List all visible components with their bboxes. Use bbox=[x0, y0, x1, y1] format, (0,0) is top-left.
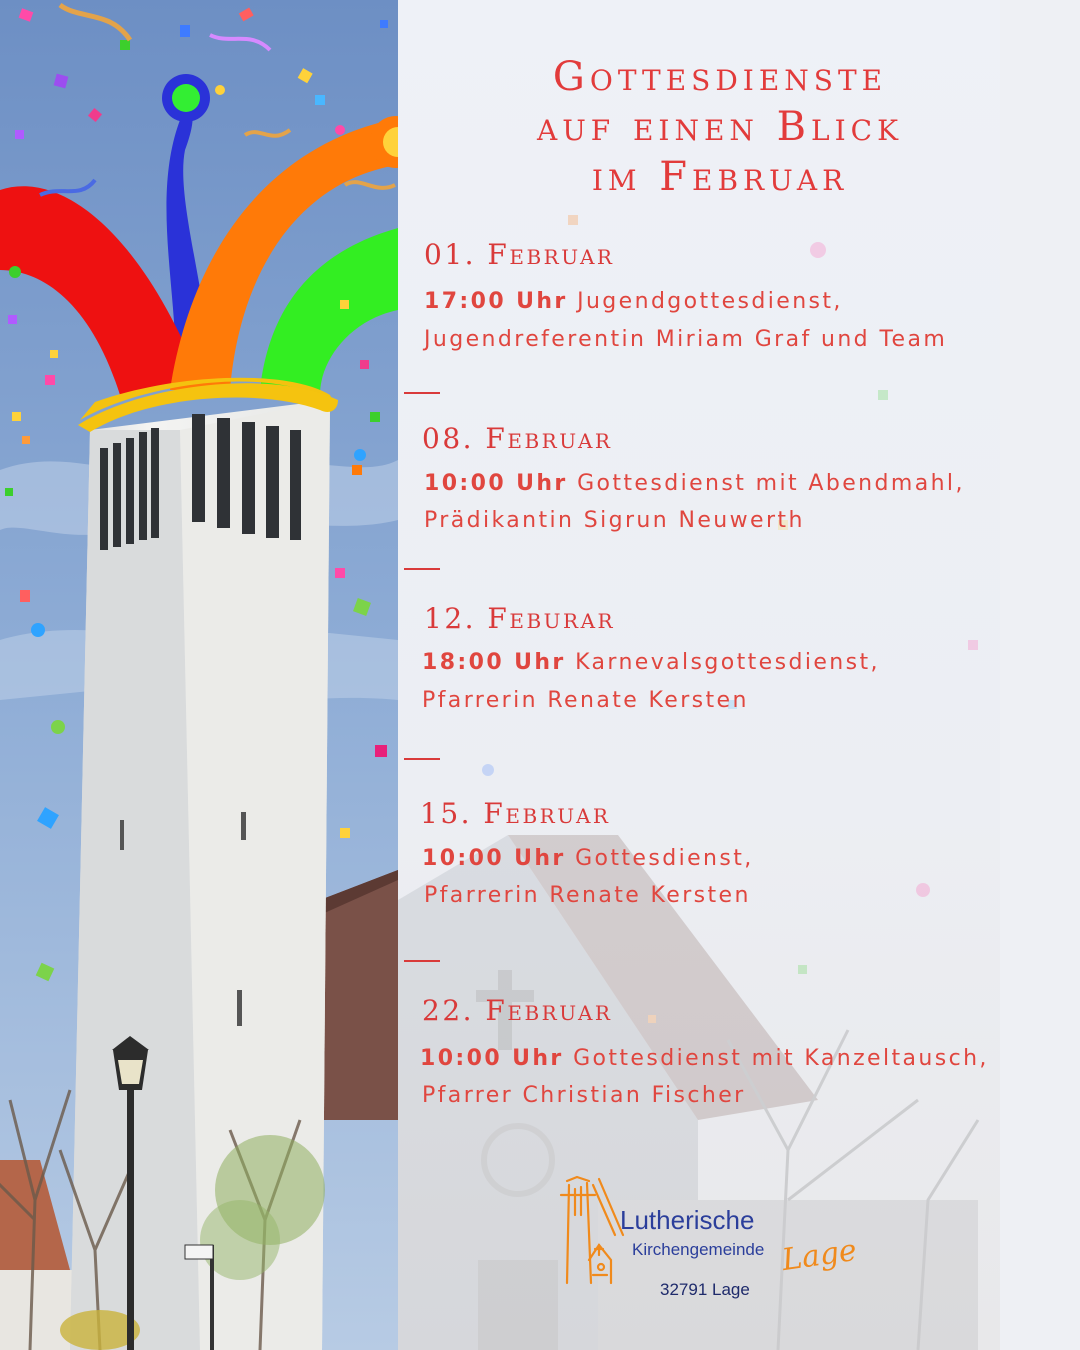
event-line-1 bbox=[424, 471, 965, 496]
event-time: 10:00 Uhr bbox=[420, 1046, 564, 1071]
separator bbox=[404, 392, 440, 394]
title-line-2: auf einen Blick bbox=[536, 104, 903, 150]
event-line-2: Prädikantin Sigrun Neuwerth bbox=[424, 508, 805, 533]
event-title: Gottesdienst mit Abendmahl, bbox=[567, 471, 965, 496]
event-line-2: Pfarrerin Renate Kersten bbox=[422, 688, 749, 713]
logo-address: 32791 Lage bbox=[660, 1280, 750, 1299]
logo-subname: Kirchengemeinde bbox=[632, 1240, 765, 1259]
logo-place: Lage bbox=[779, 1232, 859, 1279]
event-date: 22. Februar bbox=[422, 994, 613, 1027]
right-margin bbox=[1000, 0, 1080, 1350]
church-tower-icon bbox=[555, 1175, 630, 1287]
event-line-2: Pfarrer Christian Fischer bbox=[422, 1083, 746, 1108]
event-line-2: Jugendreferentin Miriam Graf und Team bbox=[424, 327, 948, 352]
event-line-1 bbox=[422, 846, 754, 871]
event-line-1 bbox=[422, 650, 880, 675]
event-time: 18:00 Uhr bbox=[422, 650, 566, 675]
event-line-2: Pfarrerin Renate Kersten bbox=[424, 883, 751, 908]
church-tower-photo bbox=[0, 0, 398, 1350]
logo-name: Lutherische bbox=[620, 1205, 755, 1235]
event-date: 01. Februar bbox=[424, 238, 615, 271]
title-line-1: Gottesdienste bbox=[552, 54, 888, 100]
separator bbox=[404, 960, 440, 962]
event-time: 10:00 Uhr bbox=[422, 846, 566, 871]
event-time: 10:00 Uhr bbox=[424, 471, 568, 496]
event-time: 17:00 Uhr bbox=[424, 289, 568, 314]
event-title: Karnevalsgottesdienst, bbox=[565, 650, 880, 675]
event-date: 12. Feburar bbox=[424, 602, 616, 635]
event-date: 15. Februar bbox=[420, 797, 611, 830]
faded-church-background bbox=[398, 0, 1000, 1350]
title-line-3: im Februar bbox=[591, 154, 849, 200]
event-title: Gottesdienst, bbox=[565, 846, 754, 871]
separator bbox=[404, 758, 440, 760]
event-line-1 bbox=[420, 1046, 989, 1071]
event-date: 08. Februar bbox=[422, 422, 613, 455]
event-line-1 bbox=[424, 289, 843, 314]
event-title: Gottesdienst mit Kanzeltausch, bbox=[563, 1046, 989, 1071]
separator bbox=[404, 568, 440, 570]
event-title: Jugendgottesdienst, bbox=[567, 289, 843, 314]
